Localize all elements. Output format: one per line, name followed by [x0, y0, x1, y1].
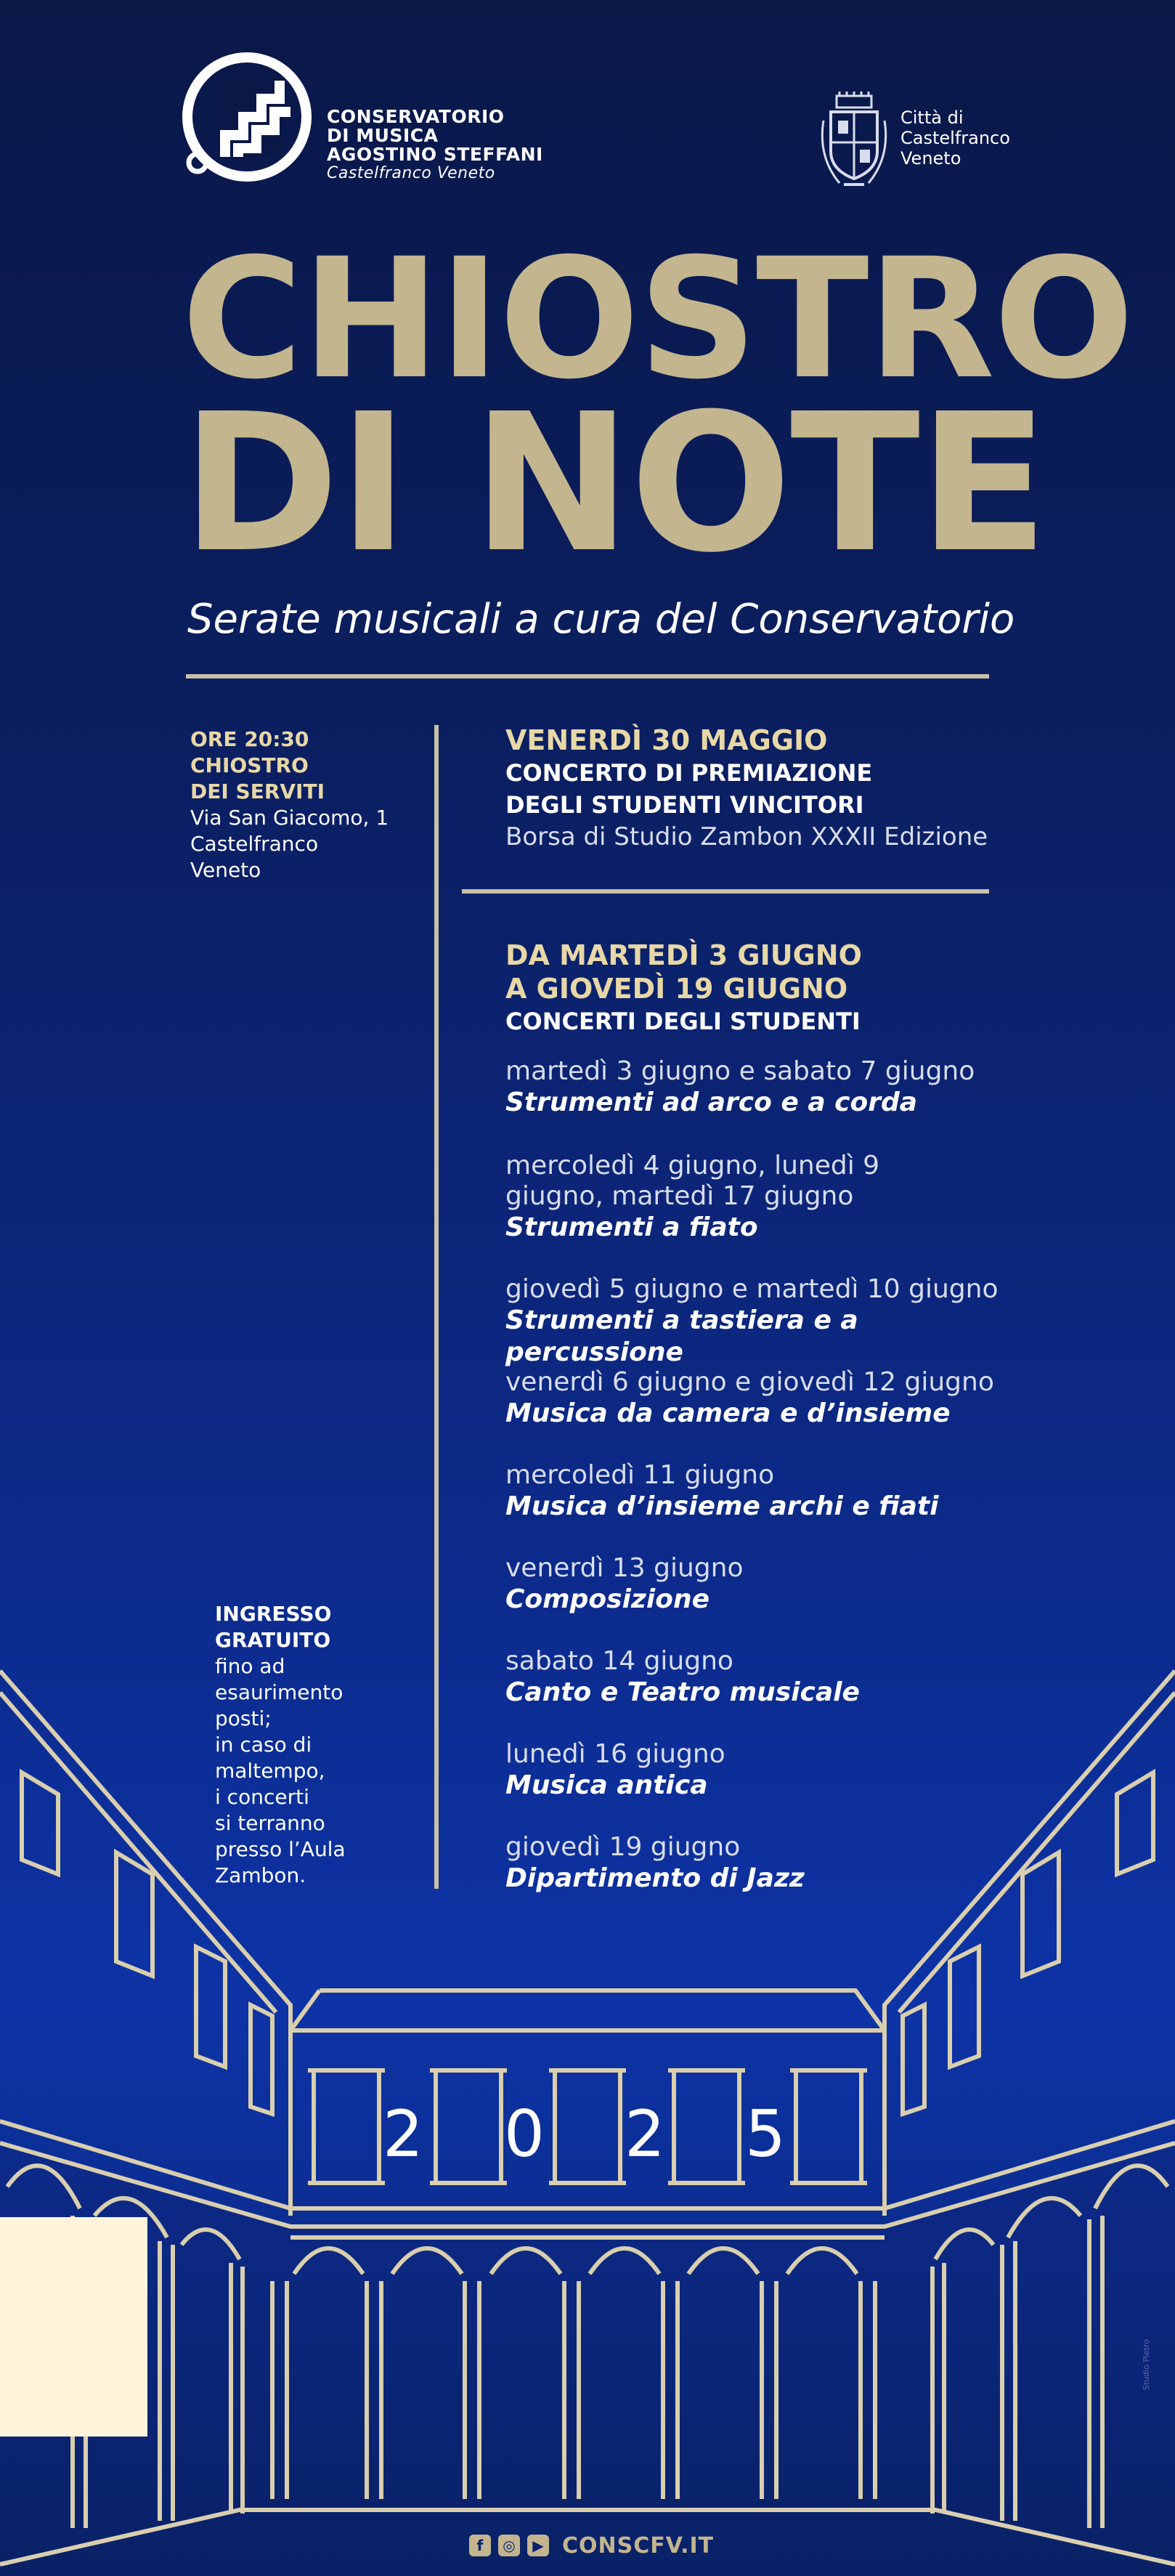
schedule-category: Composizione — [505, 1584, 710, 1614]
schedule-category: Canto e Teatro musicale — [505, 1677, 860, 1707]
entry-text: fino ad — [215, 1654, 285, 1678]
divider-events — [462, 889, 989, 894]
event-premiazione — [505, 724, 1014, 853]
event-date: DA MARTEDÌ 3 GIUGNO — [505, 939, 862, 971]
venue-address: Castelfranco — [190, 832, 319, 856]
entry-text: Zambon. — [215, 1863, 306, 1887]
event-detail: Borsa di Studio Zambon XXXII Edizione — [505, 822, 988, 851]
schedule-dates: giovedì 19 giugno — [505, 1832, 741, 1862]
schedule-category: Strumenti a tastiera e a percussione — [505, 1305, 858, 1367]
schedule-item — [505, 1056, 1014, 1119]
schedule-item — [505, 1553, 1014, 1616]
entry-text: presso l’Aula — [215, 1837, 346, 1861]
entry-text: i concerti — [215, 1785, 309, 1809]
city-line: Città di — [900, 108, 964, 128]
conservatorio-name — [327, 108, 543, 183]
venue-place: DEI SERVITI — [190, 779, 325, 803]
entry-text: si terranno — [215, 1811, 325, 1835]
entry-title: INGRESSO — [215, 1602, 332, 1626]
conservatorio-line: CONSERVATORIO — [327, 106, 505, 127]
conservatorio-city: Castelfranco Veneto — [327, 164, 495, 182]
year-digit: 2 — [625, 2097, 665, 2171]
year-digit: 5 — [745, 2097, 786, 2171]
event-date: VENERDÌ 30 MAGGIO — [505, 724, 828, 756]
schedule-category: Strumenti ad arco e a corda — [505, 1087, 918, 1117]
schedule-dates: mercoledì 4 giugno, lunedì 9 giugno, martedì 17 giugno — [505, 1151, 880, 1211]
designer-credit: Studio Pietro — [1142, 2338, 1151, 2390]
conservatorio-line: AGOSTINO STEFFANI — [327, 144, 543, 165]
facebook-icon[interactable]: f — [469, 2535, 491, 2556]
title-line-2: DI NOTE — [182, 373, 1047, 594]
schedule-item — [505, 1460, 1014, 1523]
event-concerti — [505, 939, 1014, 1037]
schedule-dates: giovedì 5 giugno e martedì 10 giugno — [505, 1274, 999, 1304]
venue-time: ORE 20:30 — [190, 727, 309, 751]
schedule-dates: venerdì 13 giugno — [505, 1553, 744, 1583]
schedule-dates: sabato 14 giugno — [505, 1646, 733, 1676]
event-title: CONCERTO DI PREMIAZIONE — [505, 759, 873, 787]
year-digit: 0 — [504, 2097, 545, 2171]
schedule-dates: venerdì 6 giugno e giovedì 12 giugno — [505, 1367, 994, 1397]
venue-info — [190, 726, 389, 883]
entry-text: in caso di — [215, 1733, 312, 1757]
schedule-item — [505, 1274, 1014, 1369]
cloister-illustration — [0, 1620, 1175, 2576]
entry-text: esaurimento — [215, 1680, 343, 1704]
city-crest-icon — [818, 92, 890, 192]
entry-text: posti; — [215, 1706, 272, 1730]
schedule-category: Musica da camera e d’insieme — [505, 1398, 951, 1428]
youtube-icon[interactable]: ▶ — [527, 2535, 549, 2556]
city-line: Veneto — [900, 148, 961, 169]
event-date: A GIOVEDÌ 19 GIUGNO — [505, 973, 848, 1005]
schedule-dates: lunedì 16 giugno — [505, 1739, 725, 1769]
schedule-dates: mercoledì 11 giugno — [505, 1460, 775, 1490]
cream-panel — [0, 2217, 147, 2437]
divider-main — [186, 674, 989, 679]
schedule-dates: martedì 3 giugno e sabato 7 giugno — [505, 1056, 975, 1086]
entry-info — [215, 1601, 346, 1889]
entry-title: GRATUITO — [215, 1628, 331, 1652]
schedule-category: Dipartimento di Jazz — [505, 1863, 805, 1893]
instagram-icon[interactable]: ◎ — [498, 2535, 520, 2556]
conservatorio-logo-icon — [174, 48, 320, 186]
event-title: DEGLI STUDENTI VINCITORI — [505, 791, 864, 819]
city-name — [900, 108, 1010, 169]
venue-place: CHIOSTRO — [190, 753, 309, 777]
schedule-category: Musica antica — [505, 1770, 708, 1800]
schedule-item — [505, 1367, 1014, 1430]
event-title: CONCERTI DEGLI STUDENTI — [505, 1008, 861, 1035]
schedule-category: Musica d’insieme archi e fiati — [505, 1491, 939, 1521]
website-link[interactable]: CONSCFV.IT — [562, 2532, 715, 2559]
schedule-category: Strumenti a fiato — [505, 1212, 758, 1242]
title-line-1: CHIOSTRO — [182, 222, 1133, 416]
venue-address: Via San Giacomo, 1 — [190, 806, 389, 830]
schedule-item — [505, 1151, 985, 1244]
city-line: Castelfranco — [900, 128, 1010, 148]
conservatorio-line: DI MUSICA — [327, 125, 439, 146]
footer — [469, 2531, 714, 2560]
entry-text: maltempo, — [215, 1759, 325, 1783]
subtitle: Serate musicali a cura del Conservatorio — [187, 596, 1015, 643]
year-digit: 2 — [383, 2097, 423, 2171]
venue-address: Veneto — [190, 858, 261, 882]
